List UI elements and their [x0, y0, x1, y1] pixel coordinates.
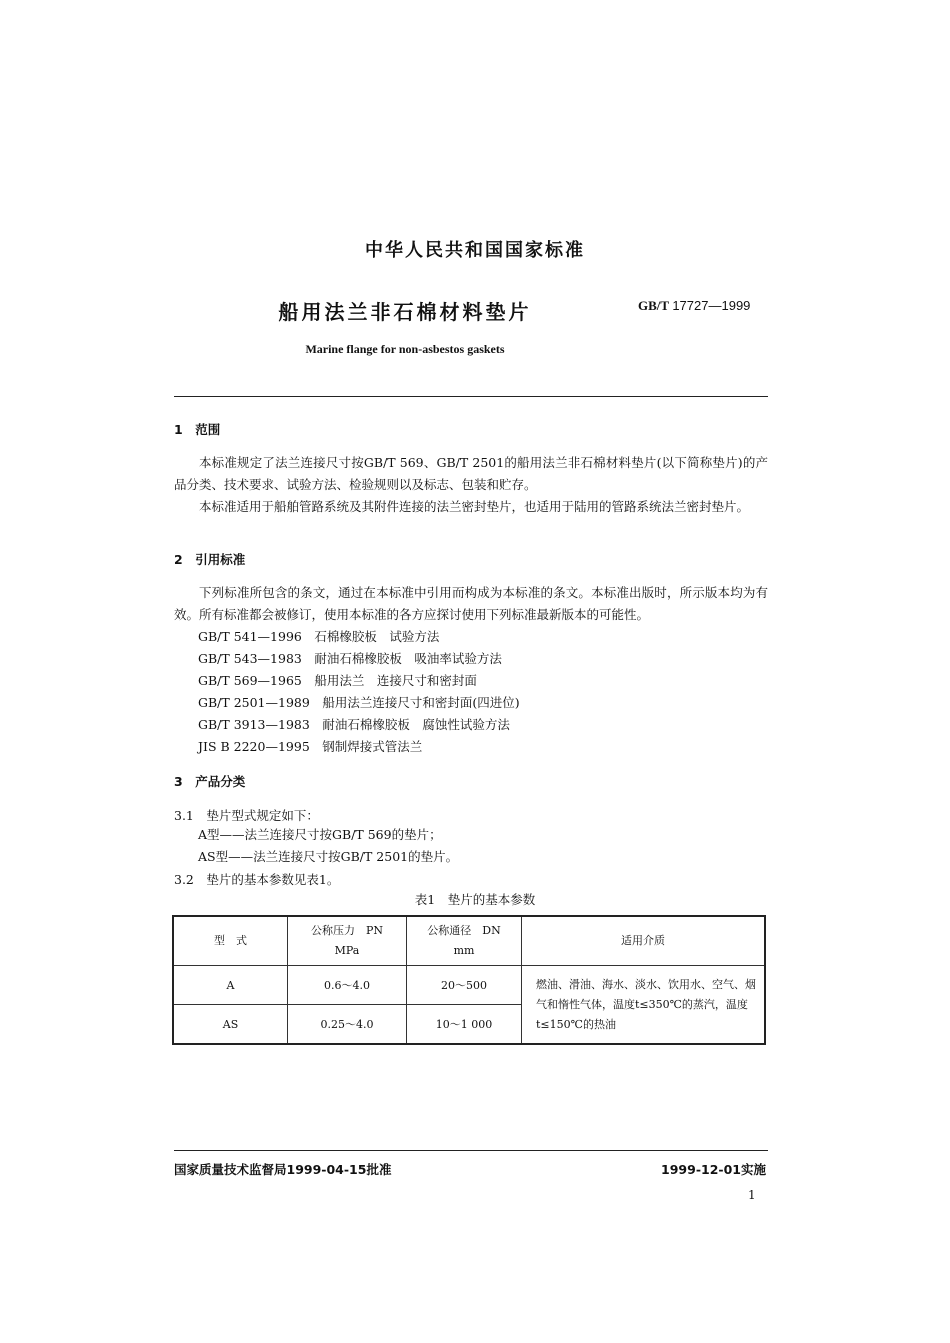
cell-diameter: 10～1 000 [407, 1005, 522, 1045]
clause-3-2: 3.2 垫片的基本参数见表1。 [174, 872, 340, 887]
table-caption: 表1 垫片的基本参数 [414, 892, 536, 907]
section-1-heading: 1 范围 [174, 422, 221, 437]
header-divider [174, 396, 768, 397]
gasket-parameters-table [172, 915, 766, 1045]
document-title-en: Marine flange for non-asbestos gaskets [305, 342, 505, 356]
section-1-paragraph-2: 本标准适用于船舶管路系统及其附件连接的法兰密封垫片，也适用于陆用的管路系统法兰密封垫片。 [199, 499, 750, 514]
header-type: 型 式 [173, 916, 288, 966]
reference-item: GB/T 569—1965 船用法兰 连接尺寸和密封面 [198, 673, 477, 688]
header-diameter-label: 公称通径 DN [427, 924, 501, 937]
header-pressure-unit: MPa [334, 944, 360, 957]
cell-media: 燃油、滑油、海水、淡水、饮用水、空气、烟气和惰性气体，温度t≤350℃的蒸汽，温度t≤150℃的热油 [522, 966, 766, 1045]
cell-pressure: 0.25～4.0 [288, 1005, 407, 1045]
header-pressure [288, 916, 407, 966]
reference-item: GB/T 3913—1983 耐油石棉橡胶板 腐蚀性试验方法 [198, 717, 510, 732]
standard-code-prefix: GB/T [638, 298, 670, 313]
clause-3-1: 3.1 垫片型式规定如下： [174, 808, 319, 823]
reference-item: GB/T 541—1996 石棉橡胶板 试验方法 [198, 629, 440, 644]
cell-type: A [173, 966, 288, 1005]
effective-date: 1999-12-01实施 [661, 1162, 766, 1177]
cell-diameter: 20～500 [407, 966, 522, 1005]
type-as-definition: AS型——法兰连接尺寸按GB/T 2501的垫片。 [198, 849, 459, 864]
section-1-paragraph-1: 本标准规定了法兰连接尺寸按GB/T 569、GB/T 2501的船用法兰非石棉材料垫片(以下简称垫片)的产品分类、技术要求、试验方法、检验规则以及标志、包装和贮存。 [174, 455, 768, 492]
footer-divider [174, 1150, 768, 1151]
reference-item: GB/T 543—1983 耐油石棉橡胶板 吸油率试验方法 [198, 651, 502, 666]
approval-date: 国家质量技术监督局1999-04-15批准 [174, 1162, 392, 1177]
table-header-row [173, 916, 765, 966]
section-2-paragraph: 下列标准所包含的条文，通过在本标准中引用而构成为本标准的条文。本标准出版时，所示版本均为有效。所有标准都会被修订，使用本标准的各方应探讨使用下列标准最新版本的可能性。 [174, 585, 768, 622]
section-2-heading: 2 引用标准 [174, 552, 246, 567]
standard-code-number: 17727—1999 [672, 298, 751, 313]
header-pressure-label: 公称压力 PN [310, 924, 384, 937]
section-3-heading: 3 产品分类 [174, 774, 246, 789]
table-row [173, 966, 765, 1005]
document-title-cn: 船用法兰非石棉材料垫片 [278, 300, 532, 324]
header-diameter-unit: mm [453, 944, 475, 957]
page-number: 1 [748, 1188, 756, 1202]
header-diameter [407, 916, 522, 966]
header-media: 适用介质 [522, 916, 766, 966]
reference-item: GB/T 2501—1989 船用法兰连接尺寸和密封面(四进位) [198, 695, 520, 710]
national-standard-heading: 中华人民共和国国家标准 [365, 240, 585, 261]
cell-type: AS [173, 1005, 288, 1045]
standard-code [638, 298, 750, 314]
cell-pressure: 0.6～4.0 [288, 966, 407, 1005]
type-a-definition: A型——法兰连接尺寸按GB/T 569的垫片； [198, 827, 442, 842]
reference-item: JIS B 2220—1995 钢制焊接式管法兰 [198, 739, 423, 754]
